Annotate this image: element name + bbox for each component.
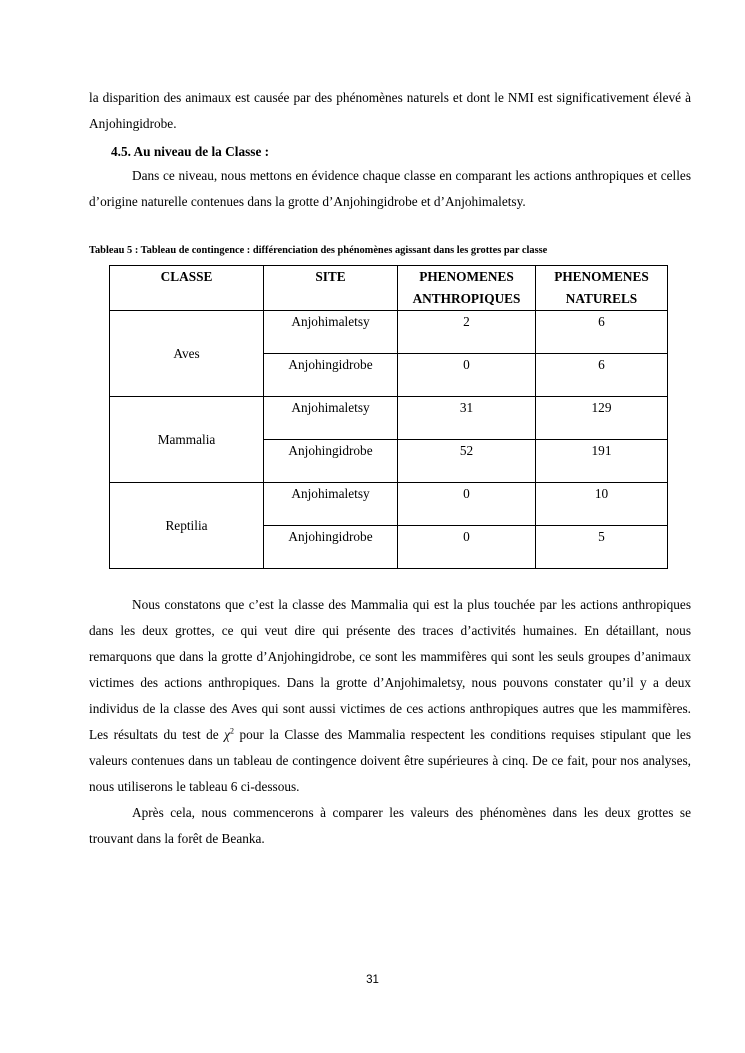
chi-square-exponent: 2: [230, 726, 235, 736]
anthropiques-cell: 0: [398, 526, 536, 569]
naturels-cell: 10: [536, 483, 668, 526]
table-row: [110, 397, 668, 440]
site-cell: Anjohimaletsy: [264, 311, 398, 354]
table-row: [110, 483, 668, 526]
anthropiques-cell: 0: [398, 354, 536, 397]
anthropiques-cell: 52: [398, 440, 536, 483]
table-header-row: [110, 266, 668, 311]
section-heading: 4.5. Au niveau de la Classe :: [111, 144, 270, 159]
discussion-text-before: Nous constatons que c’est la classe des Mammalia qui est la plus touchée par les actions anthropiques dans les deux grottes, ce qui veut dire qui présente des traces d’activités humaines. En détaillant, nous remarquons que dans la grotte d’Anjohingidrobe, ce sont les mammifères qui sont les seuls groupes d’animaux victimes des actions anthropiques. Dans la grotte d’Anjohimaletsy, nous pouvons constater qu’il y a deux individus de la classe des Aves qui sont aussi victimes de ces actions anthropiques autres que les mammifères. Les résultats du test de: [89, 597, 691, 742]
class-cell-mammalia: Mammalia: [110, 397, 264, 483]
site-cell: Anjohingidrobe: [264, 354, 398, 397]
naturels-cell: 6: [536, 354, 668, 397]
site-cell: Anjohimaletsy: [264, 397, 398, 440]
discussion-paragraph: [89, 592, 691, 800]
naturels-cell: 191: [536, 440, 668, 483]
chi-square-symbol: χ: [224, 727, 231, 742]
site-cell: Anjohingidrobe: [264, 440, 398, 483]
header-naturels: PHENOMENES NATURELS: [536, 266, 668, 311]
class-cell-reptilia: Reptilia: [110, 483, 264, 569]
site-cell: Anjohingidrobe: [264, 526, 398, 569]
site-cell: Anjohimaletsy: [264, 483, 398, 526]
header-site: SITE: [264, 266, 398, 311]
table-caption: Tableau 5 : Tableau de contingence : différenciation des phénomènes agissant dans les grottes par classe: [89, 245, 548, 256]
header-anthropiques: PHENOMENES ANTHROPIQUES: [398, 266, 536, 311]
contingency-table: [109, 265, 668, 569]
conclusion-paragraph: Après cela, nous commencerons à comparer les valeurs des phénomènes dans les deux grottes se trouvant dans la forêt de Beanka.: [89, 805, 691, 846]
intro-paragraph: la disparition des animaux est causée par des phénomènes naturels et dont le NMI est significativement élevé à Anjohingidrobe.: [89, 90, 691, 131]
naturels-cell: 129: [536, 397, 668, 440]
class-cell-aves: Aves: [110, 311, 264, 397]
anthropiques-cell: 2: [398, 311, 536, 354]
discussion-text-after: pour la Classe des Mammalia respectent les conditions requises stipulant que les valeurs contenues dans un tableau de contingence doivent être supérieures à cinq. De ce fait, pour nos analyses, nous utiliserons le tableau 6 ci-dessous.: [89, 727, 692, 794]
page-number: 31: [366, 974, 379, 986]
naturels-cell: 5: [536, 526, 668, 569]
header-classe: CLASSE: [110, 266, 264, 311]
table-row: [110, 311, 668, 354]
naturels-cell: 6: [536, 311, 668, 354]
section-paragraph: Dans ce niveau, nous mettons en évidence chaque classe en comparant les actions anthropiques et celles d’origine naturelle contenues dans la grotte d’Anjohingidrobe et d’Anjohimaletsy.: [89, 168, 691, 209]
anthropiques-cell: 0: [398, 483, 536, 526]
anthropiques-cell: 31: [398, 397, 536, 440]
